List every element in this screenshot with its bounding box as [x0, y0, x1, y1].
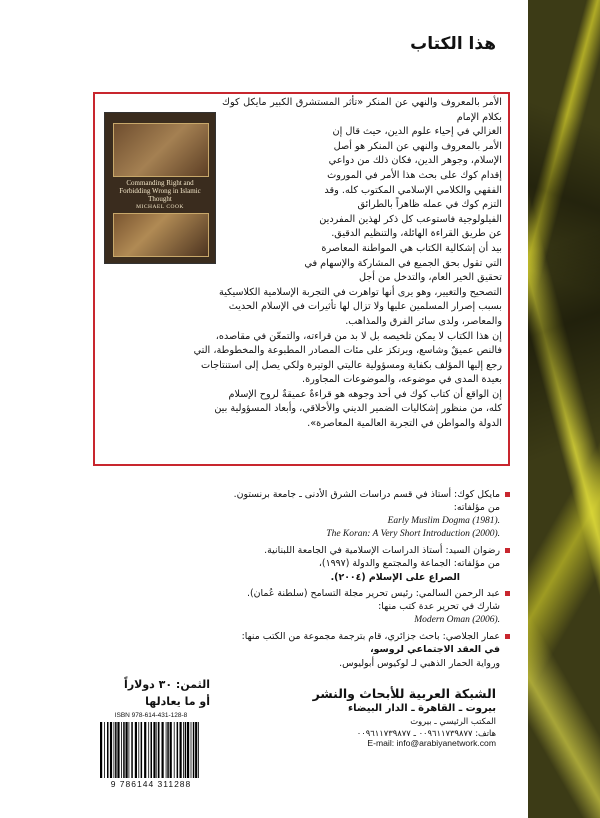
cover-author: MICHAEL COOK — [136, 204, 184, 210]
publisher-block — [246, 686, 496, 748]
text-line: الإسلام، وجوهر الدين، فكان ذلك من دواعي — [328, 155, 502, 167]
barcode-bar — [115, 722, 117, 778]
bio-line: من مؤلفاته: الجماعة والمجتمع والدولة (١٩٩٧)، — [318, 558, 500, 570]
barcode-bar — [170, 722, 172, 778]
text-line: رجع إليها المؤلف بكفاية ومسؤولية عاليتي الوتيرة ولكي يصل إلى استنتاجات — [201, 359, 502, 371]
contributor-cook — [140, 488, 510, 541]
barcode-bar — [151, 722, 153, 778]
barcode-bar — [141, 722, 143, 778]
work-title: Early Muslim Dogma (1981). — [387, 515, 500, 526]
contributor-jallasi — [140, 630, 510, 670]
barcode-bar — [183, 722, 184, 778]
barcode-bar — [138, 722, 139, 778]
text-line: والمعاصر، ولدى سائر الفرق والمذاهب. — [345, 315, 502, 327]
summary-paragraph-1-wide — [104, 286, 502, 330]
summary-paragraph-2 — [104, 330, 502, 388]
text-line: التزم كوك في عمله ظاهراً بالطرائق — [357, 199, 502, 211]
bullet-square-icon — [505, 492, 510, 497]
barcode-bar — [135, 722, 137, 778]
summary-paragraph-3 — [104, 388, 502, 432]
summary-text — [104, 96, 502, 432]
bullet-square-icon — [505, 591, 510, 596]
summary-paragraph-1 — [104, 96, 502, 286]
text-line: فالنص عميقٌ وشاسع، ويرتكز على مئات المصادر المطبوعة والمخطوطة، التي — [193, 345, 502, 357]
contributors-list — [140, 488, 510, 673]
contributor-sayyid — [140, 544, 510, 584]
isbn-label: ISBN 978-614-431-128-8 — [114, 712, 188, 719]
barcode-bar — [144, 722, 146, 778]
publisher-office: المكتب الرئيسي ـ بيروت — [410, 716, 496, 726]
barcode-bar — [104, 722, 105, 778]
publisher-name: الشبكة العربية للأبحاث والنشر — [312, 686, 496, 701]
text-line: تحقيق الخير العام، والتدخل من أجل — [358, 272, 502, 284]
barcode-bar — [195, 722, 197, 778]
barcode-bar — [123, 722, 125, 778]
price-block — [124, 676, 210, 710]
text-line: كله، من منظور إشكاليات الضمير الديني والأخلاقي، وأبعاد المسؤولية بين — [214, 403, 502, 415]
text-line: الدولة والمواطن في التجربة العالمية المعاصرة». — [307, 418, 502, 430]
bio-line: الصراع على الإسلام (٢٠٠٤). — [330, 571, 460, 583]
barcode-bar — [129, 722, 130, 778]
text-line: الفقهي والكلامي الإسلامي المكتوب كله. وقد — [324, 184, 502, 196]
text-line: الغزالي في إحياء علوم الدين، حيث قال إن — [332, 126, 502, 138]
barcode-bar — [185, 722, 187, 778]
text-line: إن الواقع أن كتاب كوك في أحد وجوهه هو قراءةٌ عميقةٌ لروح الإسلام — [228, 388, 502, 400]
barcode-bar — [193, 722, 195, 778]
barcode — [96, 712, 206, 790]
price-equivalent: أو ما يعادلها — [145, 695, 210, 708]
barcode-bar — [153, 722, 155, 778]
page-title: هذا الكتاب — [410, 34, 496, 54]
text-line: التي تقول بحق الجميع في المشاركة والإسهام في — [304, 257, 502, 269]
book-spine-art — [528, 0, 600, 818]
barcode-bar — [191, 722, 192, 778]
contributor-salimi — [140, 587, 510, 627]
text-line: إن هذا الكتاب لا يمكن تلخيصه بل لا بد من قراءته، والتمعّن في مقاصده، — [215, 330, 502, 342]
barcode-bar — [126, 722, 128, 778]
barcode-bar — [114, 722, 115, 778]
text-line: بسبب إصرار المسلمين عليها ولا تزال لها تأثيرات في الإسلام الحديث — [228, 301, 502, 313]
bio-line: من مؤلفاته: — [453, 502, 500, 514]
bio-line: ورواية الحمار الذهبي لـ لوكيوس أبوليوس. — [339, 657, 500, 669]
text-line: بعيدة المدى في موضوعه، والموضوعات المجاورة. — [302, 374, 502, 386]
bio-line: عمار الجلاصي: باحث جزائري، قام بترجمة مجموعة من الكتب منها: — [241, 630, 500, 642]
bullet-square-icon — [505, 548, 510, 553]
work-title: Modern Oman (2006). — [414, 614, 500, 625]
bio-line: شارك في تحرير عدة كتب منها: — [378, 601, 500, 613]
barcode-bar — [187, 722, 189, 778]
barcode-bar — [166, 722, 167, 778]
work-title: The Koran: A Very Short Introduction (2000). — [326, 528, 500, 539]
bio-line: في العقد الاجتماعي لروسو، — [370, 644, 500, 656]
publisher-cities: بيروت ـ القاهرة ـ الدار البيضاء — [348, 703, 496, 714]
cover-title: Commanding Right and Forbidding Wrong in Islamic Thought — [119, 179, 201, 203]
barcode-bar — [107, 722, 109, 778]
barcode-bar — [177, 722, 179, 778]
barcode-bars — [100, 722, 202, 778]
text-line: إقدام كوك على بحث هذا الأمر في الموروث — [327, 169, 502, 181]
barcode-bar — [117, 722, 119, 778]
text-line: الأمر بالمعروف والنهي عن المنكر «تأثر المستشرق الكبير مايكل كوك بكلام الإمام — [222, 97, 502, 123]
barcode-bar — [198, 722, 199, 778]
barcode-bar — [148, 722, 149, 778]
publisher-phone: هاتف: ٠٠٩٦١١٧٣٩٨٧٧ ـ ٠٠٩٦١١٧٣٩٨٧٧ — [356, 728, 496, 738]
barcode-bar — [121, 722, 122, 778]
text-line: عن طريق القراءة الهائلة، والتنظيم الدقيق. — [331, 228, 502, 240]
ean-number: 9 786144 311288 — [110, 779, 192, 789]
barcode-bar — [131, 722, 133, 778]
bio-line: مايكل كوك: أستاذ في قسم دراسات الشرق الأدنى ـ جامعة برنستون. — [233, 489, 500, 500]
barcode-bar — [167, 722, 169, 778]
price-amount: الثمن: ٣٠ دولاراً — [124, 678, 210, 691]
text-line: بيد أن إشكالية الكتاب هي المواطنة المعاصرة — [321, 242, 502, 254]
barcode-bar — [110, 722, 112, 778]
bullet-square-icon — [505, 634, 510, 639]
bio-line: رضوان السيد: أستاذ الدراسات الإسلامية في الجامعة اللبنانية. — [264, 545, 500, 557]
barcode-bar — [156, 722, 157, 778]
text-line: التصحيح والتغيير، وهو يرى أنها تواهرت في التجربة الإسلامية الكلاسيكية — [219, 286, 502, 298]
barcode-bar — [100, 722, 102, 778]
barcode-bar — [180, 722, 182, 778]
bio-line: عبد الرحمن السالمي: رئيس تحرير مجلة التسامح (سلطنة عُمان). — [247, 588, 500, 600]
text-line: الأمر بالمعروف والنهي عن المنكر هو أصل — [333, 140, 502, 152]
barcode-bar — [174, 722, 175, 778]
text-line: الفيلولوجية فاستوعب كل ذكر لهذين المفردين — [319, 213, 502, 225]
barcode-bar — [162, 722, 164, 778]
publisher-email: E-mail: info@arabiyanetwork.com — [367, 738, 496, 748]
barcode-bar — [158, 722, 160, 778]
